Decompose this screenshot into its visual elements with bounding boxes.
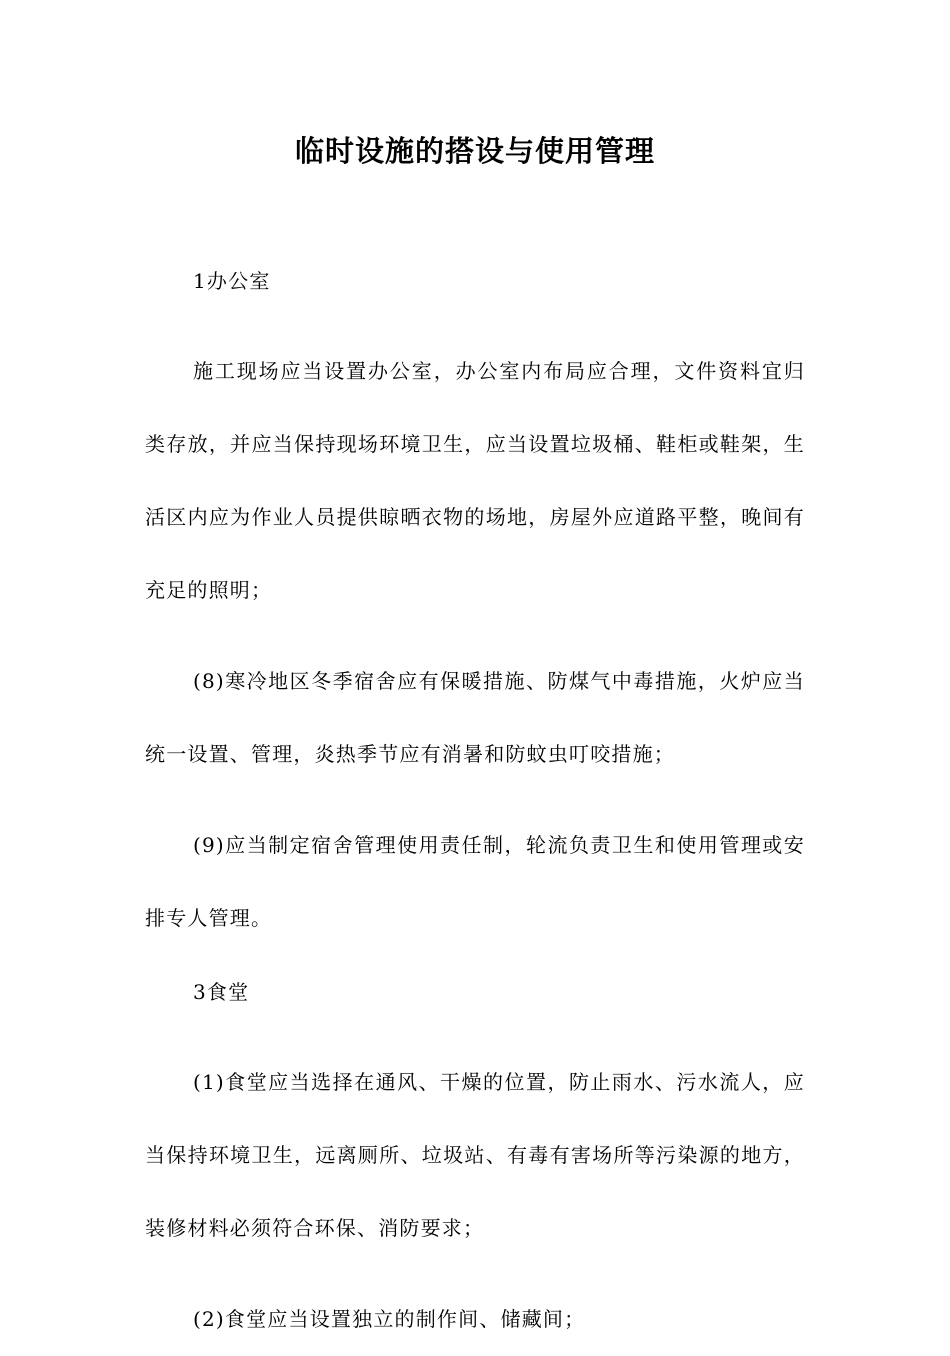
paragraph-canteen-item-2: (2)食堂应当设置独立的制作间、储藏间； <box>193 1307 586 1331</box>
paragraph-canteen-item-1: (1)食堂应当选择在通风、干燥的位置，防止雨水、污水流人，应当保持环境卫生，远离厕所、垃圾站、有毒有害场所等污染源的地方，装修材料必须符合环保、消防要求； <box>145 1070 805 1240</box>
document-body <box>145 262 805 1356</box>
section-heading-office: 1办公室 <box>193 269 271 293</box>
paragraph-item-8: (8)寒冷地区冬季宿舍应有保暖措施、防煤气中毒措施，火炉应当统一设置、管理，炎热季节应有消暑和防蚊虫叮咬措施； <box>145 669 805 766</box>
paragraph-office-layout: 施工现场应当设置办公室，办公室内布局应合理，文件资料宜归类存放，并应当保持现场环境卫生，应当设置垃圾桶、鞋柜或鞋架，生活区内应为作业人员提供晾晒衣物的场地，房屋外应道路平整，晚间有充足的照明； <box>145 359 805 602</box>
paragraph-item-9: (9)应当制定宿舍管理使用责任制，轮流负责卫生和使用管理或安排专人管理。 <box>145 833 805 930</box>
section-heading-canteen: 3食堂 <box>193 980 250 1004</box>
document-title: 临时设施的搭设与使用管理 <box>294 134 655 168</box>
